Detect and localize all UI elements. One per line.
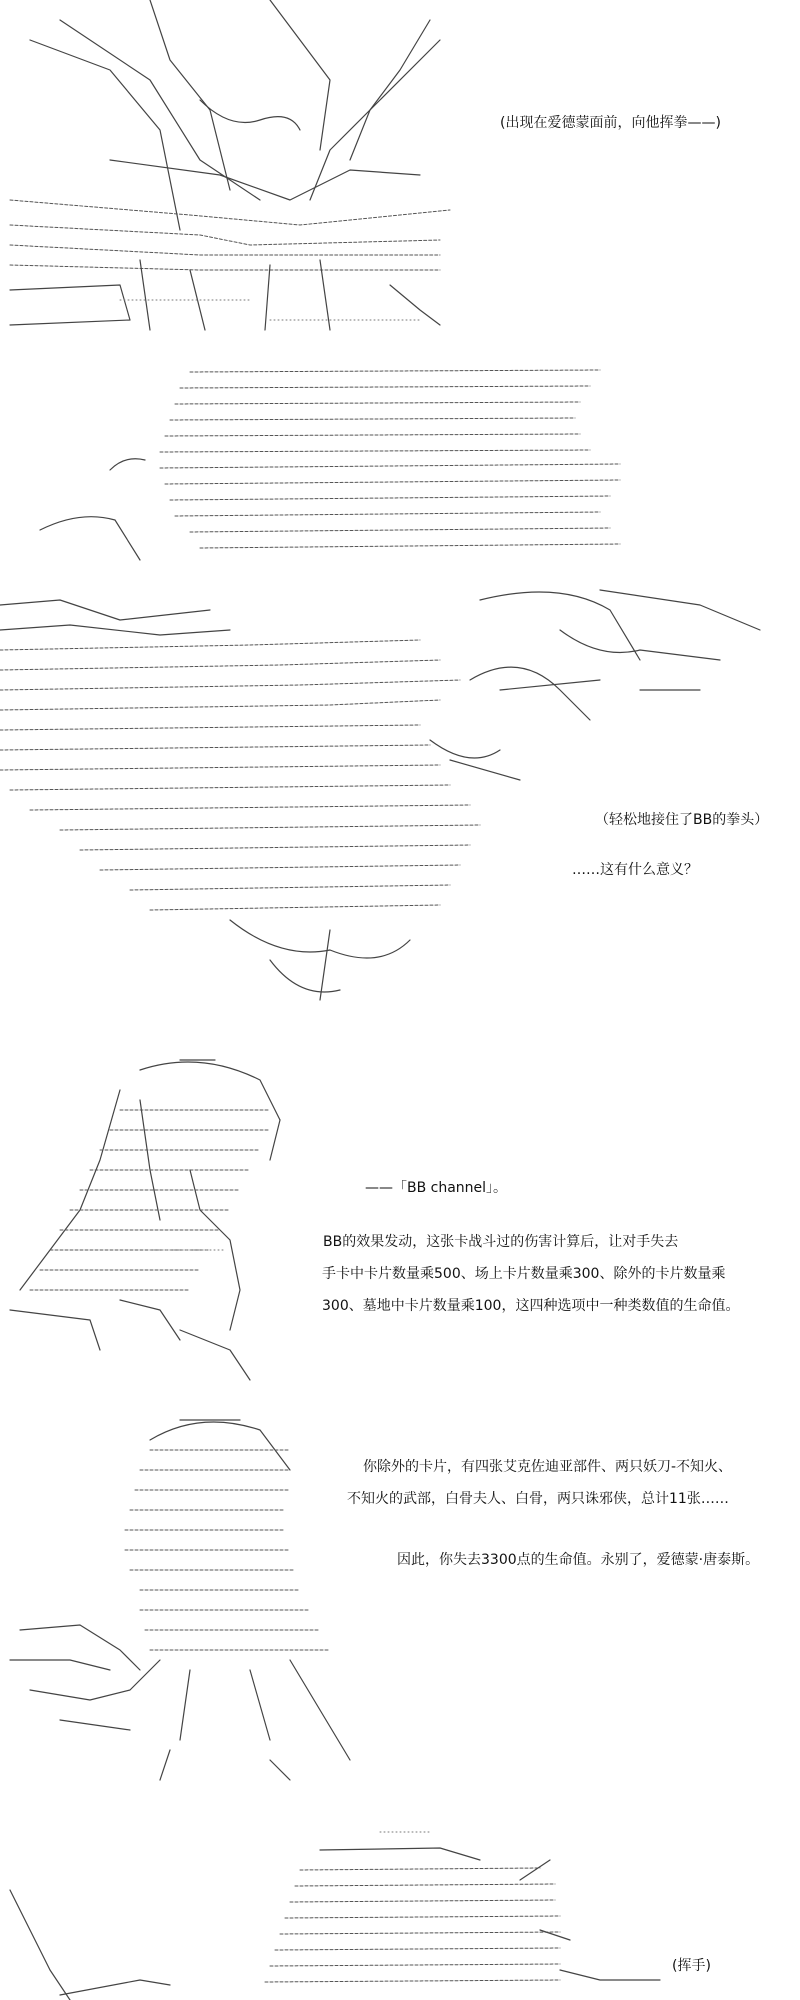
caption-meaning-question: ……这有什么意义？ <box>572 862 698 878</box>
effect-line-3: 300、墓地中卡片数量乘100，这四种选项中一种类数值的生命值。 <box>322 1298 740 1314</box>
bb-effect-description <box>323 1226 739 1322</box>
life-loss-farewell: 因此，你失去3300点的生命值。永别了，爱德蒙·唐泰斯。 <box>397 1552 760 1568</box>
ascii-art-figure-punch <box>0 0 800 340</box>
effect-line-1: BB的效果发动，这张卡战斗过的伤害计算后，让对手失去 <box>323 1234 679 1250</box>
banished-line-2: 不知火的武部，白骨夫人、白骨，两只诛邪侠，总计11张…… <box>347 1491 729 1507</box>
caption-appear: (出现在爱德蒙面前，向他挥拳——) <box>500 115 721 131</box>
panel-4 <box>0 1410 800 1810</box>
ascii-art-girl-profile <box>0 1050 800 1390</box>
caption-catch-fist: （轻松地接住了BB的拳头） <box>595 812 769 828</box>
effect-line-2: 手卡中卡片数量乘500、场上卡片数量乘300、除外的卡片数量乘 <box>322 1266 726 1282</box>
banished-cards-text <box>347 1451 733 1515</box>
ascii-art-catching-fist <box>0 360 800 1040</box>
banished-line-1: 你除外的卡片，有四张艾克佐迪亚部件、两只妖刀-不知火、 <box>363 1459 733 1475</box>
bb-channel-title: ——「BB channel」。 <box>365 1180 508 1196</box>
panel-1 <box>0 0 800 340</box>
panel-3 <box>0 1050 800 1390</box>
panel-2 <box>0 360 800 1040</box>
caption-wave: (挥手) <box>672 1958 711 1974</box>
panel-5 <box>0 1820 800 2000</box>
